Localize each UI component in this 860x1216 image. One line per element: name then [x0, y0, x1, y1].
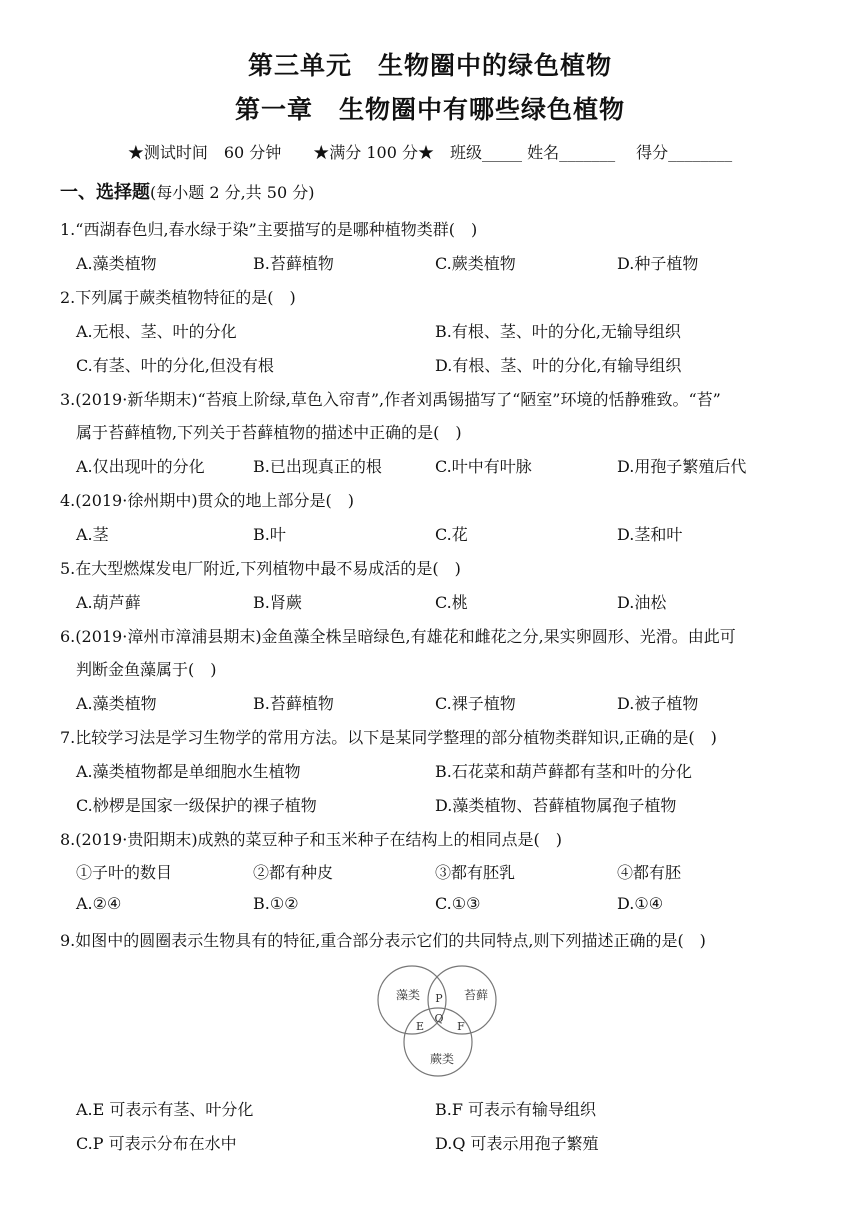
- q1-option-b: B.苔藓植物: [253, 254, 334, 273]
- q4-option-b: B.叶: [253, 525, 286, 544]
- q6-option-d: D.被子植物: [617, 694, 699, 713]
- q9-option-d: D.Q 可表示用孢子繁殖: [435, 1134, 599, 1153]
- section-note: (每小题 2 分,共 50 分): [150, 183, 315, 202]
- q6-option-a: A.藻类植物: [76, 694, 157, 713]
- q8-stem: 8.(2019·贵阳期末)成熟的菜豆种子和玉米种子在结构上的相同点是( ): [60, 830, 563, 849]
- venn-label-moss: 苔藓: [463, 988, 489, 1002]
- q2-option-b: B.有根、茎、叶的分化,无输导组织: [435, 322, 681, 341]
- q2-option-c: C.有茎、叶的分化,但没有根: [76, 356, 274, 375]
- venn-region-p: P: [435, 992, 443, 1005]
- q3-option-a: A.仅出现叶的分化: [76, 457, 205, 476]
- q5-option-b: B.肾蕨: [253, 593, 302, 612]
- q2-option-a: A.无根、茎、叶的分化: [76, 322, 237, 341]
- q8-item-1: ①子叶的数目: [76, 863, 173, 882]
- q9-stem: 9.如图中的圆圈表示生物具有的特征,重合部分表示它们的共同特点,则下列描述正确的是( ): [60, 931, 706, 950]
- venn-label-fern: 蕨类: [429, 1052, 455, 1066]
- q2-stem: 2.下列属于蕨类植物特征的是( ): [60, 288, 296, 307]
- q1-stem: 1.“西湖春色归,春水绿于染”主要描写的是哪种植物类群( ): [60, 220, 478, 239]
- venn-diagram: [372, 962, 508, 1080]
- q8-option-b: B.①②: [253, 894, 299, 913]
- q6-option-b: B.苔藓植物: [253, 694, 334, 713]
- q7-option-c: C.桫椤是国家一级保护的裸子植物: [76, 796, 317, 815]
- venn-region-f: F: [457, 1020, 465, 1033]
- q7-option-a: A.藻类植物都是单细胞水生植物: [76, 762, 301, 781]
- q3-option-d: D.用孢子繁殖后代: [617, 457, 747, 476]
- q2-option-d: D.有根、茎、叶的分化,有输导组织: [435, 356, 682, 375]
- q8-item-2: ②都有种皮: [253, 863, 334, 882]
- venn-label-algae: 藻类: [395, 988, 421, 1002]
- q8-option-c: C.①③: [435, 894, 481, 913]
- unit-title: 第三单元 生物圈中的绿色植物: [247, 51, 612, 80]
- q3-option-b: B.已出现真正的根: [253, 457, 382, 476]
- q1-option-d: D.种子植物: [617, 254, 699, 273]
- q3-option-c: C.叶中有叶脉: [435, 457, 532, 476]
- q1-option-a: A.藻类植物: [76, 254, 157, 273]
- q9-option-c: C.P 可表示分布在水中: [76, 1134, 237, 1153]
- q5-option-c: C.桃: [435, 593, 468, 612]
- q3-stem-line2: 属于苔藓植物,下列关于苔藓植物的描述中正确的是( ): [76, 423, 462, 442]
- q4-option-a: A.茎: [76, 525, 109, 544]
- section-title: 一、选择题: [60, 182, 150, 203]
- q6-option-c: C.裸子植物: [435, 694, 516, 713]
- q7-stem: 7.比较学习法是学习生物学的常用方法。以下是某同学整理的部分植物类群知识,正确的是( ): [60, 728, 717, 747]
- q4-stem: 4.(2019·徐州期中)贯众的地上部分是( ): [60, 491, 355, 510]
- q8-option-a: A.②④: [76, 894, 122, 913]
- venn-region-e: E: [415, 1020, 425, 1033]
- q8-item-3: ③都有胚乳: [435, 863, 516, 882]
- q4-option-d: D.茎和叶: [617, 525, 683, 544]
- test-info: ★测试时间 60 分钟 ★满分 100 分★ 班级_____ 姓名_______ 得分________: [127, 143, 733, 162]
- q3-stem-line1: 3.(2019·新华期末)“苔痕上阶绿,草色入帘青”,作者刘禹锡描写了“陋室”环境的恬静雅致。“苔”: [60, 390, 721, 409]
- q7-option-d: D.藻类植物、苔藓植物属孢子植物: [435, 796, 677, 815]
- q5-option-d: D.油松: [617, 593, 667, 612]
- chapter-title: 第一章 生物圈中有哪些绿色植物: [234, 95, 625, 124]
- q6-stem-line2: 判断金鱼藻属于( ): [76, 660, 217, 679]
- q1-option-c: C.蕨类植物: [435, 254, 516, 273]
- q7-option-b: B.石花菜和葫芦藓都有茎和叶的分化: [435, 762, 692, 781]
- q5-stem: 5.在大型燃煤发电厂附近,下列植物中最不易成活的是( ): [60, 559, 461, 578]
- q6-stem-line1: 6.(2019·漳州市漳浦县期末)金鱼藻全株呈暗绿色,有雄花和雌花之分,果实卵圆形、光滑。由此可: [60, 627, 736, 646]
- venn-region-q: Q: [434, 1012, 444, 1025]
- section-heading: [60, 178, 314, 204]
- q8-option-d: D.①④: [617, 894, 664, 913]
- q5-option-a: A.葫芦藓: [76, 593, 141, 612]
- q9-option-b: B.F 可表示有输导组织: [435, 1100, 597, 1119]
- q4-option-c: C.花: [435, 525, 468, 544]
- q9-option-a: A.E 可表示有茎、叶分化: [76, 1100, 254, 1119]
- q8-item-4: ④都有胚: [617, 863, 682, 882]
